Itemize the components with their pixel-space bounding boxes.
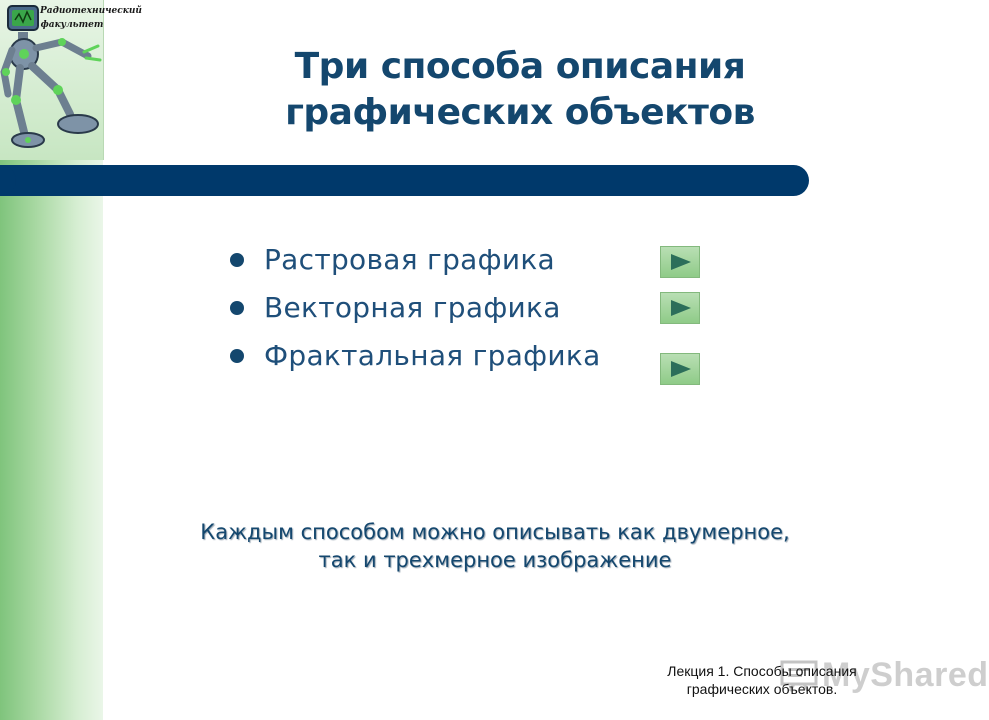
fractal-link-button[interactable] — [660, 353, 700, 385]
play-arrow-icon — [671, 254, 691, 270]
note-line-2: так и трехмерное изображение — [318, 548, 672, 572]
bullet-icon — [230, 301, 244, 315]
play-arrow-icon — [671, 300, 691, 316]
slide-title-line-1: Три способа описания — [294, 46, 746, 87]
watermark: MyShared — [822, 656, 989, 694]
bullet-icon — [230, 253, 244, 267]
list-item-label: Растровая графика — [264, 243, 556, 276]
vector-link-button[interactable] — [660, 292, 700, 324]
logo-caption — [40, 4, 142, 32]
footer-caption — [602, 662, 922, 698]
list-item-label: Векторная графика — [264, 291, 561, 324]
raster-link-button[interactable] — [660, 246, 700, 278]
dimension-note — [100, 518, 890, 574]
slide-title-line-2: графических объектов — [285, 92, 755, 133]
bullet-icon — [230, 349, 244, 363]
logo-line-2: факультет — [40, 20, 104, 30]
footer-line-2: графических объектов. — [686, 681, 838, 697]
note-line-1: Каждым способом можно описывать как двумерное, — [200, 520, 790, 544]
faculty-logo — [0, 0, 142, 160]
title-divider-bar — [0, 165, 809, 196]
list-item-label: Фрактальная графика — [264, 339, 601, 372]
footer-line-1: Лекция 1. Способы описания — [667, 663, 857, 679]
play-arrow-icon — [671, 361, 691, 377]
slide-title — [160, 44, 880, 136]
logo-line-1: Радиотехнический — [40, 6, 142, 16]
